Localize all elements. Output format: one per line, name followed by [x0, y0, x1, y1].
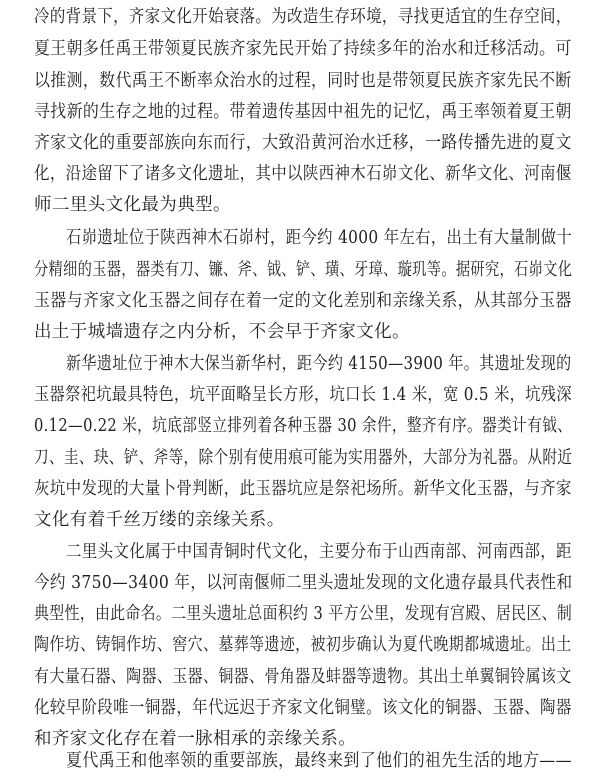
text-line: 夏王朝多任禹王带领夏民族齐家先民开始了持续多年的治水和迁移活动。可: [34, 39, 572, 59]
text-line: 石峁遗址位于陕西神木石峁村，距今约 4000 年左右，出土有大量制做十: [66, 228, 573, 248]
text-line: 化较早阶段唯一铜器，年代远迟于齐家文化铜璧。该文化的铜器、玉器、陶器: [34, 698, 572, 718]
text-line: 玉器祭祀坑最具特色，坑平面略呈长方形，坑口长 1.4 米，宽 0.5 米，坑残深: [34, 385, 572, 405]
text-line: 师二里头文化最为典型。: [34, 195, 231, 215]
text-line: 灰坑中发现的大量卜骨判断，此玉器坑应是祭祀场所。新华文化玉器，与齐家: [34, 479, 572, 499]
text-line: 文化有着千丝万缕的亲缘关系。: [34, 510, 285, 530]
text-line: 有大量石器、陶器、玉器、铜器、骨角器及蚌器等遗物。其出土单翼铜铃属该文: [34, 667, 572, 687]
text-line: 0.12—0.22 米，坑底部竖立排列着各种玉器 30 余件，整齐有序。器类计有钺、: [34, 416, 573, 436]
text-line: 二里头文化属于中国青铜时代文化，主要分布于山西南部、河南西部，距: [66, 542, 572, 562]
text-line: 新华遗址位于神木大保当新华村，距今约 4150—3900 年。其遗址发现的: [66, 354, 572, 374]
text-line: 出土于城墙遗存之内分析，不会早于齐家文化。: [34, 322, 410, 342]
text-line: 陶作坊、铸铜作坊、窖穴、墓葬等遗迹，被初步确认为夏代晚期都城遗址。出土: [34, 635, 572, 655]
text-line: 今约 3750—3400 年，以河南偃师二里头遗址发现的文化遗存最具代表性和: [34, 573, 573, 593]
text-line: 寻找新的生存之地的过程。带着遗传基因中祖先的记忆，禹王率领着夏王朝: [34, 102, 572, 122]
text-line: 刀、圭、玦、铲、斧等，除个别有使用痕可能为实用器外，大部分为礼器。从附近: [34, 448, 573, 468]
text-line: 化，沿途留下了诸多文化遗址，其中以陕西神木石峁文化、新华文化、河南偃: [34, 164, 572, 184]
text-line: 以推测，数代禹王不断率众治水的过程，同时也是带领夏民族齐家先民不断: [34, 71, 572, 91]
text-line: 夏代禹王和他率领的重要部族，最终来到了他们的祖先生活的地方——: [66, 751, 572, 771]
text-line: 典型性，由此命名。二里头遗址总面积约 3 平方公里，发现有宫殿、居民区、制: [34, 604, 573, 624]
text-line: 冷的背景下，齐家文化开始衰落。为改造生存环境，寻找更适宜的生存空间，: [34, 7, 572, 27]
text-line: 齐家文化的重要部族向东而行，大致沿黄河治水迁移，一路传播先进的夏文: [34, 133, 572, 153]
text-line: 和齐家文化存在着一脉相承的亲缘关系。: [34, 729, 357, 749]
text-line: 分精细的玉器，器类有刀、镰、斧、钺、铲、璜、牙璋、璇玑等。据研究，石峁文化: [34, 260, 573, 280]
text-line: 玉器与齐家文化玉器之间存在着一定的文化差别和亲缘关系，从其部分玉器: [34, 291, 572, 311]
